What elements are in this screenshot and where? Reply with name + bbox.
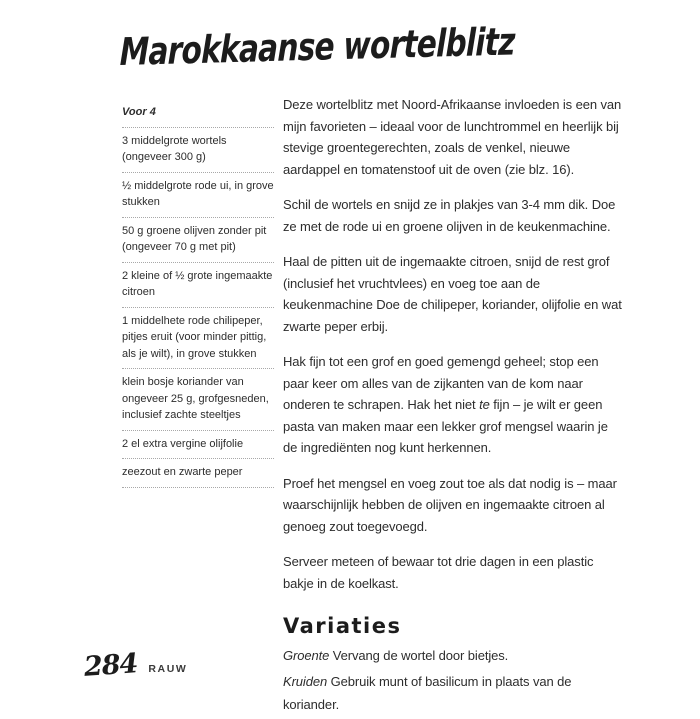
variations-heading: Variaties bbox=[283, 614, 402, 638]
ingredient-item: 2 kleine of ½ grote ingemaakte citroen bbox=[122, 263, 274, 308]
ingredient-item: ½ middelgrote rode ui, in grove stukken bbox=[122, 173, 274, 218]
servings-label: Voor 4 bbox=[122, 104, 274, 128]
ingredient-item: zeezout en zwarte peper bbox=[122, 459, 274, 488]
page-footer bbox=[84, 650, 187, 681]
method-paragraph: Proef het mengsel en voeg zout toe als dat nodig is – maar waarschijnlijk hebben de olijven en ingemaakte citroen al genoeg zout toegevoegd. bbox=[283, 475, 617, 534]
variation-item: Kruiden Gebruik munt of basilicum in plaats van de koriander. bbox=[283, 673, 572, 712]
ingredient-item: 1 middelhete rode chilipeper, pitjes eruit (voor minder pittig, als je wilt), in grove stukken bbox=[122, 308, 274, 370]
method-paragraph: Serveer meteen of bewaar tot drie dagen in een plastic bakje in de koelkast. bbox=[283, 554, 594, 591]
ingredient-item: 2 el extra vergine olijfolie bbox=[122, 431, 274, 460]
method-paragraph: Haal de pitten uit de ingemaakte citroen, snijd de rest grof (inclusief het vruchtvlees) en voeg toe aan de keukenmachine Doe de chilipeper, koriander, olijfolie en wat zwarte peper erbij. bbox=[283, 254, 622, 334]
ingredients-panel bbox=[122, 104, 274, 488]
method-column bbox=[283, 94, 625, 719]
method-paragraph: Schil de wortels en snijd ze in plakjes van 3-4 mm dik. Doe ze met de rode ui en groene olijven in de keukenmachine. bbox=[283, 197, 616, 234]
page-title: Marokkaanse wortelblitz bbox=[119, 19, 515, 75]
intro-paragraph: Deze wortelblitz met Noord-Afrikaanse invloeden is een van mijn favorieten – ideaal voor de lunchtrommel en heerlijk bij stevige groentegerechten, zoals de venkel, nieuwe aardappel en tomatenstoof uit de oven (zie blz. 16). bbox=[283, 97, 622, 177]
method-paragraph: Hak fijn tot een grof en goed gemengd geheel; stop een paar keer om alles van de zijkanten van de kom naar onderen te schrapen. Hak het niet te fijn – je wilt er geen pasta van maken maar een lekker grof mengsel waarin je de ingrediënten nog kunt herkennen. bbox=[283, 354, 608, 455]
variation-item: Groente Vervang de wortel door bietjes. bbox=[283, 647, 509, 663]
chapter-label: RAUW bbox=[148, 662, 188, 675]
ingredient-item: klein bosje koriander van ongeveer 25 g, grofgesneden, inclusief zachte steeltjes bbox=[122, 369, 274, 431]
page-number: 284 bbox=[82, 648, 139, 683]
ingredient-item: 3 middelgrote wortels (ongeveer 300 g) bbox=[122, 128, 274, 173]
ingredients-list bbox=[122, 128, 274, 488]
ingredient-item: 50 g groene olijven zonder pit (ongeveer 70 g met pit) bbox=[122, 218, 274, 263]
